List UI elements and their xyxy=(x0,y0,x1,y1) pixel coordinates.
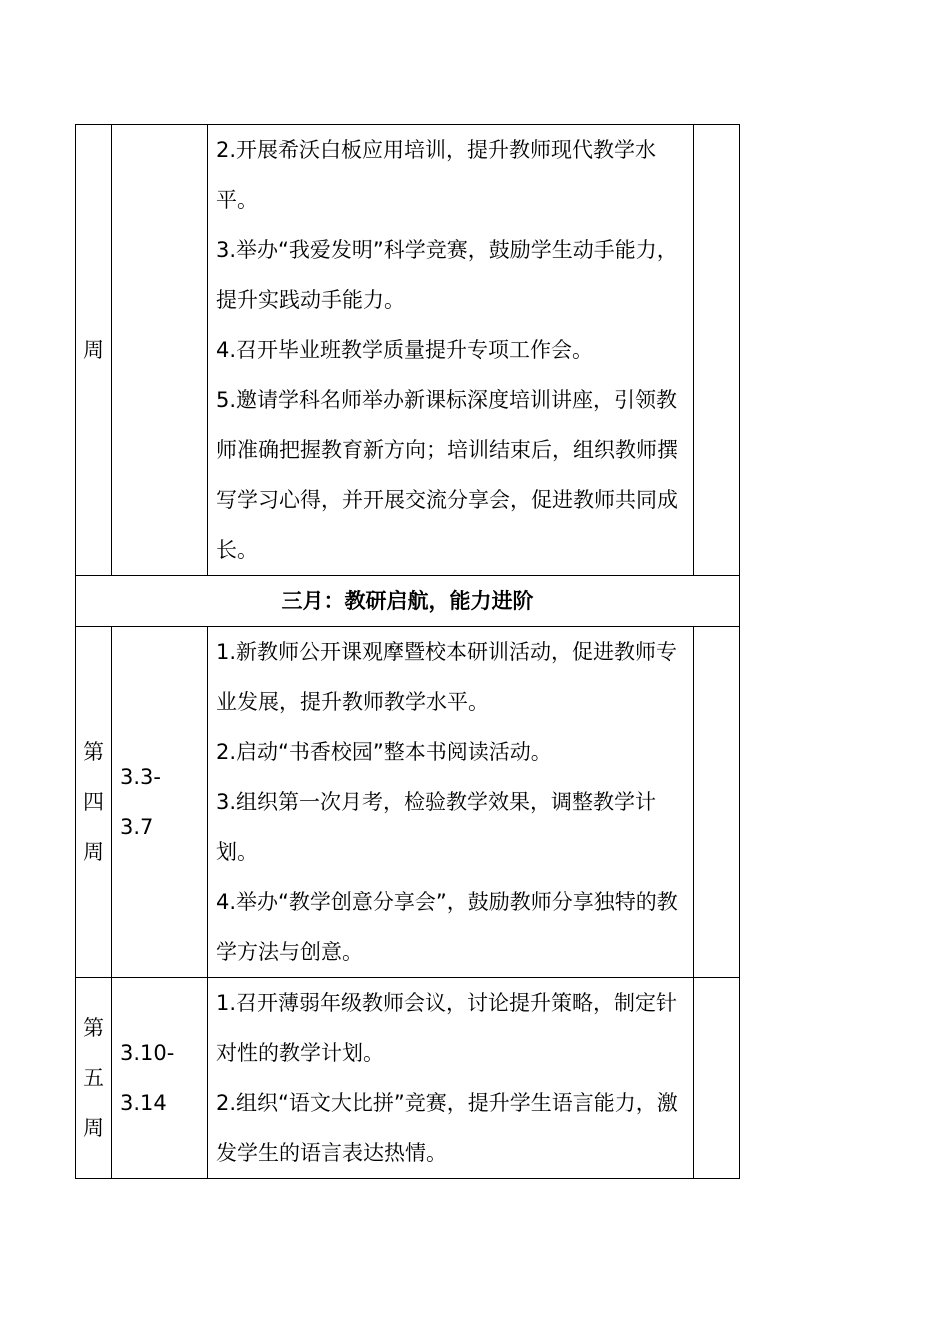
date-line: 3.14 xyxy=(120,1091,167,1115)
week-char: 周 xyxy=(83,1116,104,1140)
date-cell xyxy=(112,978,208,1179)
week-char: 第 xyxy=(83,1016,104,1040)
list-item: 2.组织“语文大比拼”竞赛，提升学生语言能力，激发学生的语言表达热情。 xyxy=(216,1091,678,1165)
week-cell xyxy=(76,627,112,978)
week-char: 周 xyxy=(83,840,104,864)
note-cell xyxy=(694,627,740,978)
list-item: 3.举办“我爱发明”科学竞赛，鼓励学生动手能力，提升实践动手能力。 xyxy=(216,238,678,312)
section-title: 三月：教研启航，能力进阶 xyxy=(76,576,740,627)
week-cell xyxy=(76,125,112,576)
list-item: 3.组织第一次月考，检验教学效果，调整教学计划。 xyxy=(216,790,657,864)
list-item: 2.启动“书香校园”整本书阅读活动。 xyxy=(216,740,552,764)
list-item: 1.召开薄弱年级教师会议，讨论提升策略，制定针对性的教学计划。 xyxy=(216,991,678,1065)
week-cell xyxy=(76,978,112,1179)
table-row xyxy=(76,978,740,1179)
table-row xyxy=(76,627,740,978)
section-row xyxy=(76,576,740,627)
date-line: 3.3- xyxy=(120,765,161,789)
list-item: 4.举办“教学创意分享会”，鼓励教师分享独特的教学方法与创意。 xyxy=(216,890,678,964)
week-char: 周 xyxy=(83,338,104,362)
week-char: 第 xyxy=(83,740,104,764)
list-item: 1.新教师公开课观摩暨校本研训活动，促进教师专业发展，提升教师教学水平。 xyxy=(216,640,678,714)
list-item: 5.邀请学科名师举办新课标深度培训讲座，引领教师准确把握教育新方向；培训结束后，组织教师撰写学习心得，并开展交流分享会，促进教师共同成长。 xyxy=(216,388,678,562)
list-item: 4.召开毕业班教学质量提升专项工作会。 xyxy=(216,338,594,362)
work-plan-table xyxy=(75,124,740,1179)
content-cell xyxy=(208,627,694,978)
week-char: 五 xyxy=(83,1066,104,1090)
content-cell xyxy=(208,978,694,1179)
date-line: 3.10- xyxy=(120,1041,175,1065)
date-cell xyxy=(112,125,208,576)
note-cell xyxy=(694,125,740,576)
date-cell xyxy=(112,627,208,978)
list-item: 2.开展希沃白板应用培训，提升教师现代教学水平。 xyxy=(216,138,657,212)
content-cell xyxy=(208,125,694,576)
date-line: 3.7 xyxy=(120,815,154,839)
note-cell xyxy=(694,978,740,1179)
table-row xyxy=(76,125,740,576)
week-char: 四 xyxy=(83,790,104,814)
